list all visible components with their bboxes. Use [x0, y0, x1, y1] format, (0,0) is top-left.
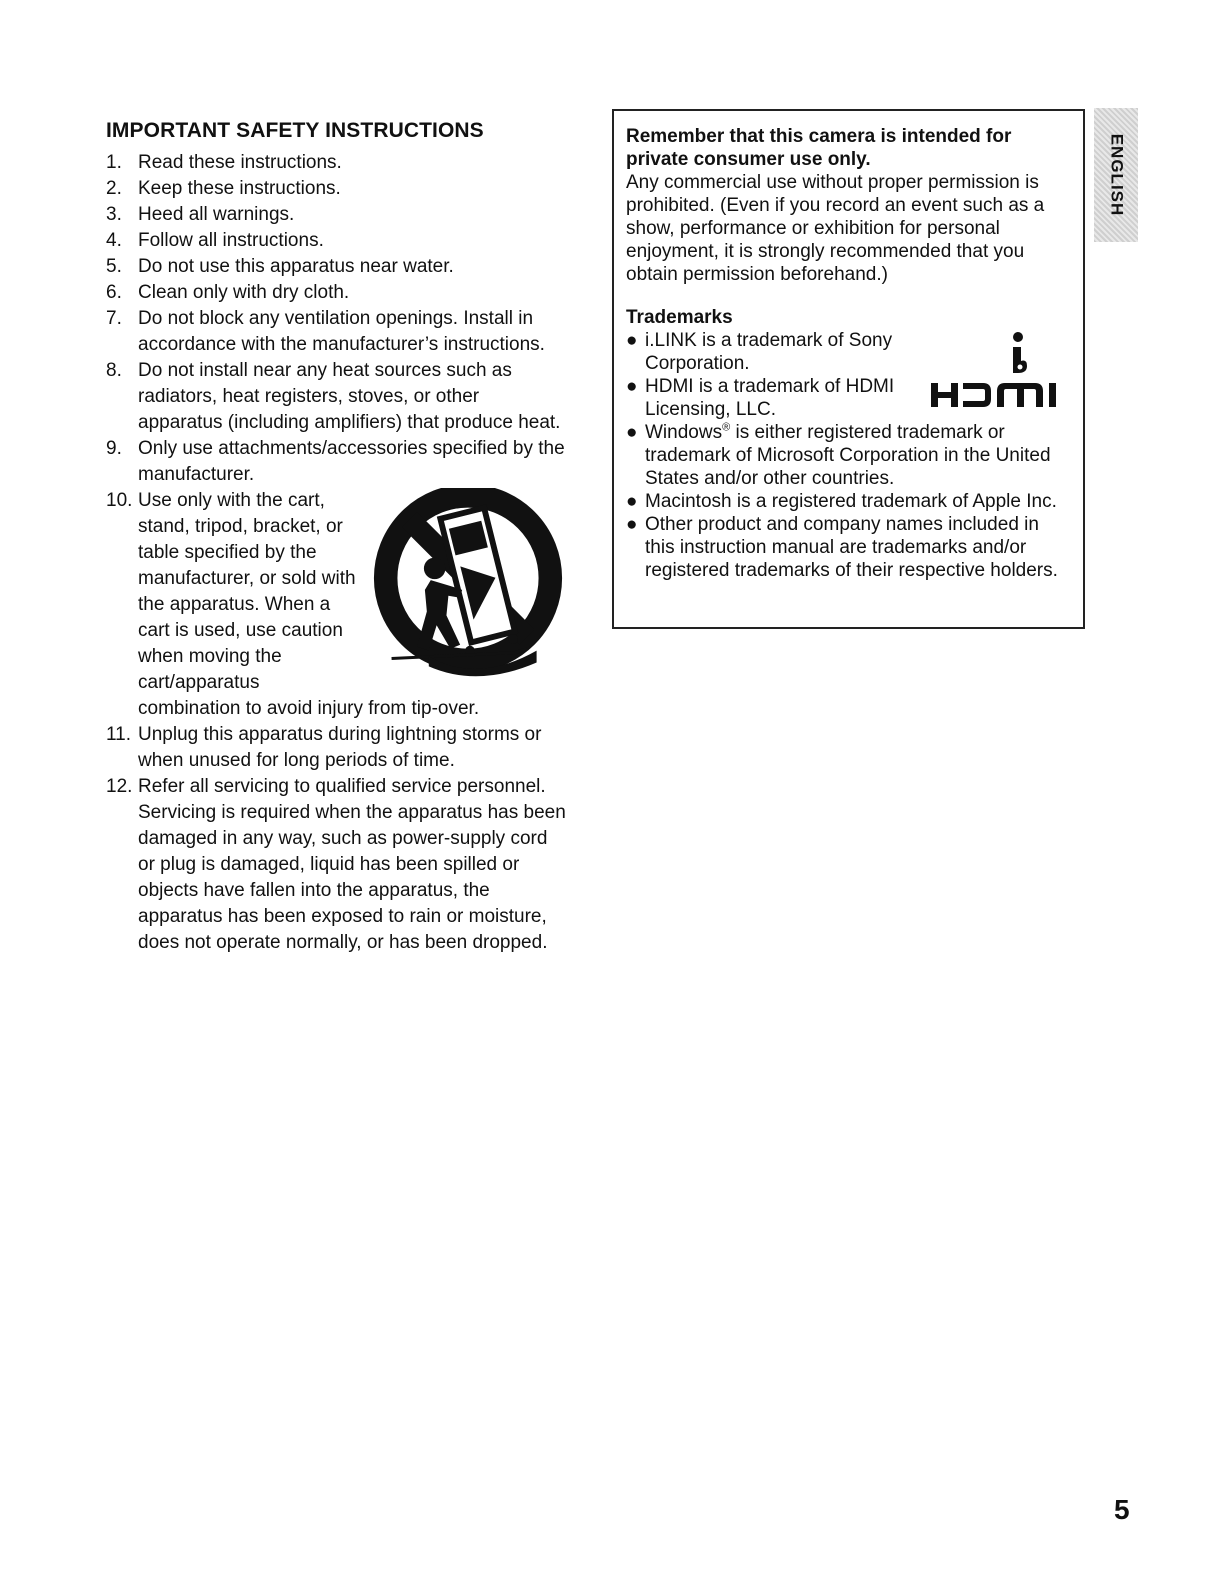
list-item — [626, 513, 1073, 582]
item-text: Unplug this apparatus during lightning storms or when unused for long periods of time. — [138, 724, 542, 771]
list-item — [626, 490, 1073, 513]
item-number: 7. — [106, 308, 122, 329]
item-number: 1. — [106, 152, 122, 173]
list-item — [626, 329, 1073, 375]
item-number: 3. — [106, 204, 122, 225]
item-number: 12. — [106, 776, 133, 797]
list-item — [106, 436, 566, 488]
item-text: Do not install near any heat sources such as radiators, heat registers, stoves, or other apparatus (including amplifiers) that produce heat. — [138, 360, 561, 433]
list-item — [106, 358, 566, 436]
item-number: 5. — [106, 256, 122, 277]
bullet-icon: ● — [626, 330, 638, 351]
notice-heading: Remember that this camera is intended for private consumer use only. — [626, 126, 1012, 170]
language-side-tab — [1094, 108, 1138, 242]
trademark-text: Windows® is either registered trademark or trademark of Microsoft Corporation in the United States and/or other countries. — [645, 421, 1051, 489]
item-number: 9. — [106, 438, 122, 459]
list-item — [106, 488, 566, 722]
safety-section — [106, 118, 566, 956]
list-item — [626, 375, 1073, 421]
bullet-icon: ● — [626, 491, 638, 512]
list-item — [626, 421, 1073, 490]
trademark-text: i.LINK is a trademark of Sony Corporation. — [645, 330, 893, 374]
item-number: 10. — [106, 490, 133, 511]
item-number: 8. — [106, 360, 122, 381]
list-item — [106, 150, 566, 176]
trademark-text: Macintosh is a registered trademark of Apple Inc. — [645, 491, 1057, 512]
bullet-icon: ● — [626, 514, 638, 535]
bullet-icon: ● — [626, 422, 638, 443]
item-text: Keep these instructions. — [138, 178, 341, 199]
item-text: Do not block any ventilation openings. Install in accordance with the manufacturer’s instructions. — [138, 308, 545, 355]
list-item — [106, 306, 566, 358]
list-item — [106, 722, 566, 774]
list-item — [106, 254, 566, 280]
item-text: Follow all instructions. — [138, 230, 324, 251]
trademark-text: Other product and company names included in this instruction manual are trademarks and/or registered trademarks of their respective holders. — [645, 514, 1058, 581]
notice-box — [612, 109, 1085, 629]
ilink-logo-icon — [1005, 331, 1031, 375]
trademarks-heading: Trademarks — [626, 307, 733, 328]
list-item — [106, 774, 566, 956]
trademarks-list — [626, 329, 1073, 582]
item-number: 11. — [106, 724, 132, 745]
item-text: Only use attachments/accessories specified by the manufacturer. — [138, 438, 565, 485]
notice-body: Any commercial use without proper permission is prohibited. (Even if you record an event such as a show, performance or exhibition for personal enjoyment, it is strongly recommended that you obtain permission beforehand.) — [626, 172, 1045, 285]
item-text: Heed all warnings. — [138, 204, 295, 225]
safety-list — [106, 150, 566, 956]
item-text: Clean only with dry cloth. — [138, 282, 350, 303]
cart-tip-over-warning-icon — [370, 488, 566, 688]
item-number: 2. — [106, 178, 122, 199]
page-number: 5 — [1114, 1494, 1130, 1525]
item-text: Do not use this apparatus near water. — [138, 256, 454, 277]
list-item — [106, 228, 566, 254]
item-text: Use only with the cart, stand, tripod, bracket, or table specified by the manufacturer, or sold with the apparatus. When a cart is used, use caution when moving the cart/apparatus combination to avoid injury from tip-over. — [138, 490, 480, 719]
list-item — [106, 202, 566, 228]
safety-title: IMPORTANT SAFETY INSTRUCTIONS — [106, 119, 484, 142]
trademark-text: HDMI is a trademark of HDMI Licensing, LLC. — [645, 376, 895, 420]
bullet-icon: ● — [626, 376, 638, 397]
item-text: Read these instructions. — [138, 152, 342, 173]
item-text: Refer all servicing to qualified service personnel. Servicing is required when the apparatus has been damaged in any way, such as power-supply cord or plug is damaged, liquid has been spilled or objects have fallen into the apparatus, the apparatus has been exposed to rain or moisture, does not operate normally, or has been dropped. — [138, 776, 566, 953]
language-label: ENGLISH — [1107, 133, 1126, 217]
hdmi-logo-icon — [931, 381, 1071, 409]
item-number: 4. — [106, 230, 122, 251]
item-number: 6. — [106, 282, 122, 303]
list-item — [106, 176, 566, 202]
list-item — [106, 280, 566, 306]
